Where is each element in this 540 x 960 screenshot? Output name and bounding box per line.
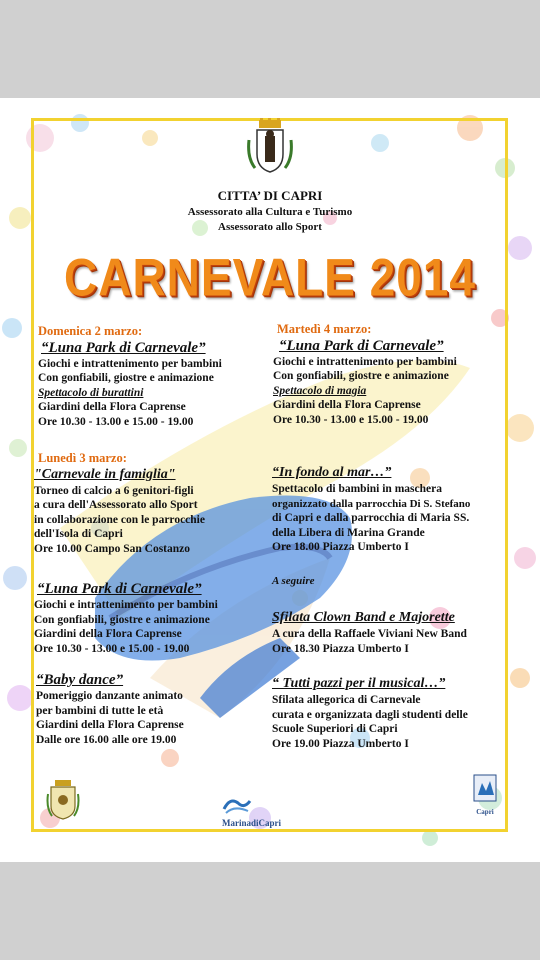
event-title: "Carnevale in famiglia" [34, 466, 176, 482]
right-day1d [272, 675, 508, 751]
event-line: per bambini di tutte le età [36, 704, 164, 717]
municipal-crest-icon [46, 778, 80, 820]
right-day1 [273, 322, 508, 427]
event-line: Scuole Superiori di Capri [272, 723, 398, 735]
event-place: Giardini della Flora Caprense [38, 401, 186, 413]
event-line: Con gonfiabili, giostre e animazione [34, 613, 210, 626]
event-line: Spettacolo di bambini in maschera [272, 483, 442, 495]
event-line: Con gonfiabili, giostre e animazione [273, 370, 449, 382]
event-title: “Luna Park di Carnevale” [37, 581, 202, 597]
department-culture: Assessorato alla Cultura e Turismo [187, 206, 353, 218]
capri-crest-icon [247, 118, 293, 176]
event-line: curata e organizzata dagli studenti delle [272, 708, 468, 721]
capri-logo-text: Capri [476, 808, 494, 816]
event-line: Pomeriggio danzante animato [36, 690, 183, 702]
left-day2c [36, 671, 276, 747]
event-place: Giardini della Flora Caprense [36, 719, 184, 731]
event-line: Giochi e intrattenimento per bambini [273, 355, 457, 368]
event-line: Con gonfiabili, giostre e animazione [38, 372, 214, 384]
capri-emblem-icon [472, 773, 498, 803]
event-time: Ore 10.00 Campo San Costanzo [34, 542, 191, 555]
event-title: “Luna Park di Carnevale” [279, 337, 444, 354]
event-line: di Capri e dalla parrocchia di Maria SS. [272, 512, 470, 524]
left-day1 [38, 324, 278, 429]
poster-title: CARNEVALE 2014 [64, 247, 476, 307]
bottom-band [0, 862, 540, 960]
event-title: Sfilata Clown Band e Majorette [272, 610, 455, 625]
event-line: Torneo di calcio a 6 genitori-figli [34, 484, 194, 497]
event-time: Ore 18.00 Piazza Umberto I [272, 541, 409, 553]
right-day1b [272, 464, 508, 555]
event-place: Giardini della Flora Caprense [273, 399, 421, 411]
event-title: “Baby dance” [36, 672, 124, 688]
date-heading: Domenica 2 marzo: [38, 324, 143, 338]
event-subtitle: Spettacolo di magia [273, 384, 367, 397]
capri-tourism-logo [472, 773, 498, 823]
event-line: della Libera di Marina Grande [272, 526, 425, 539]
marina-di-capri-logo [222, 795, 302, 829]
event-time: Ore 19.00 Piazza Umberto I [272, 737, 409, 750]
event-time: Ore 18.30 Piazza Umberto I [272, 642, 409, 655]
a-seguire: A seguire [272, 575, 315, 587]
left-day2b [34, 580, 274, 656]
event-time: Ore 10.30 - 13.00 e 15.00 - 19.00 [273, 413, 429, 426]
event-line: organizzato dalla parrocchia Di S. Stefano [272, 497, 471, 510]
event-title: “Luna Park di Carnevale” [41, 339, 206, 356]
top-band [0, 0, 540, 98]
event-place: Giardini della Flora Caprense [34, 628, 182, 640]
event-line: a cura dell'Assessorato allo Sport [34, 499, 198, 511]
date-heading: Martedì 4 marzo: [277, 322, 372, 336]
department-sport: Assessorato allo Sport [218, 221, 322, 233]
event-line: dell'Isola di Capri [34, 528, 123, 540]
event-line: Giochi e intrattenimento per bambini [34, 599, 218, 611]
city-title: CITTA’ DI CAPRI [217, 188, 323, 203]
event-line: Giochi e intrattenimento per bambini [38, 357, 222, 370]
date-heading: Lunedì 3 marzo: [38, 451, 127, 465]
event-time: Ore 10.30 - 13.00 e 15.00 - 19.00 [38, 415, 194, 428]
event-line: A cura della Raffaele Viviani New Band [272, 628, 467, 640]
event-line: in collaborazione con le parrocchie [34, 513, 205, 526]
right-day1c [272, 609, 508, 656]
event-subtitle: Spettacolo di burattini [38, 386, 144, 399]
event-time: Ore 10.30 - 13.00 e 15.00 - 19.00 [34, 642, 190, 655]
event-line: Sfilata allegorica di Carnevale [272, 694, 421, 706]
event-time: Dalle ore 16.00 alle ore 19.00 [36, 733, 177, 746]
marina-logo-text: MarinadiCapri [222, 818, 282, 828]
wave-icon [222, 795, 252, 815]
event-title: “In fondo al mar…” [272, 465, 392, 480]
left-day2 [34, 451, 274, 556]
event-title: “ Tutti pazzi per il musical…” [272, 676, 446, 691]
